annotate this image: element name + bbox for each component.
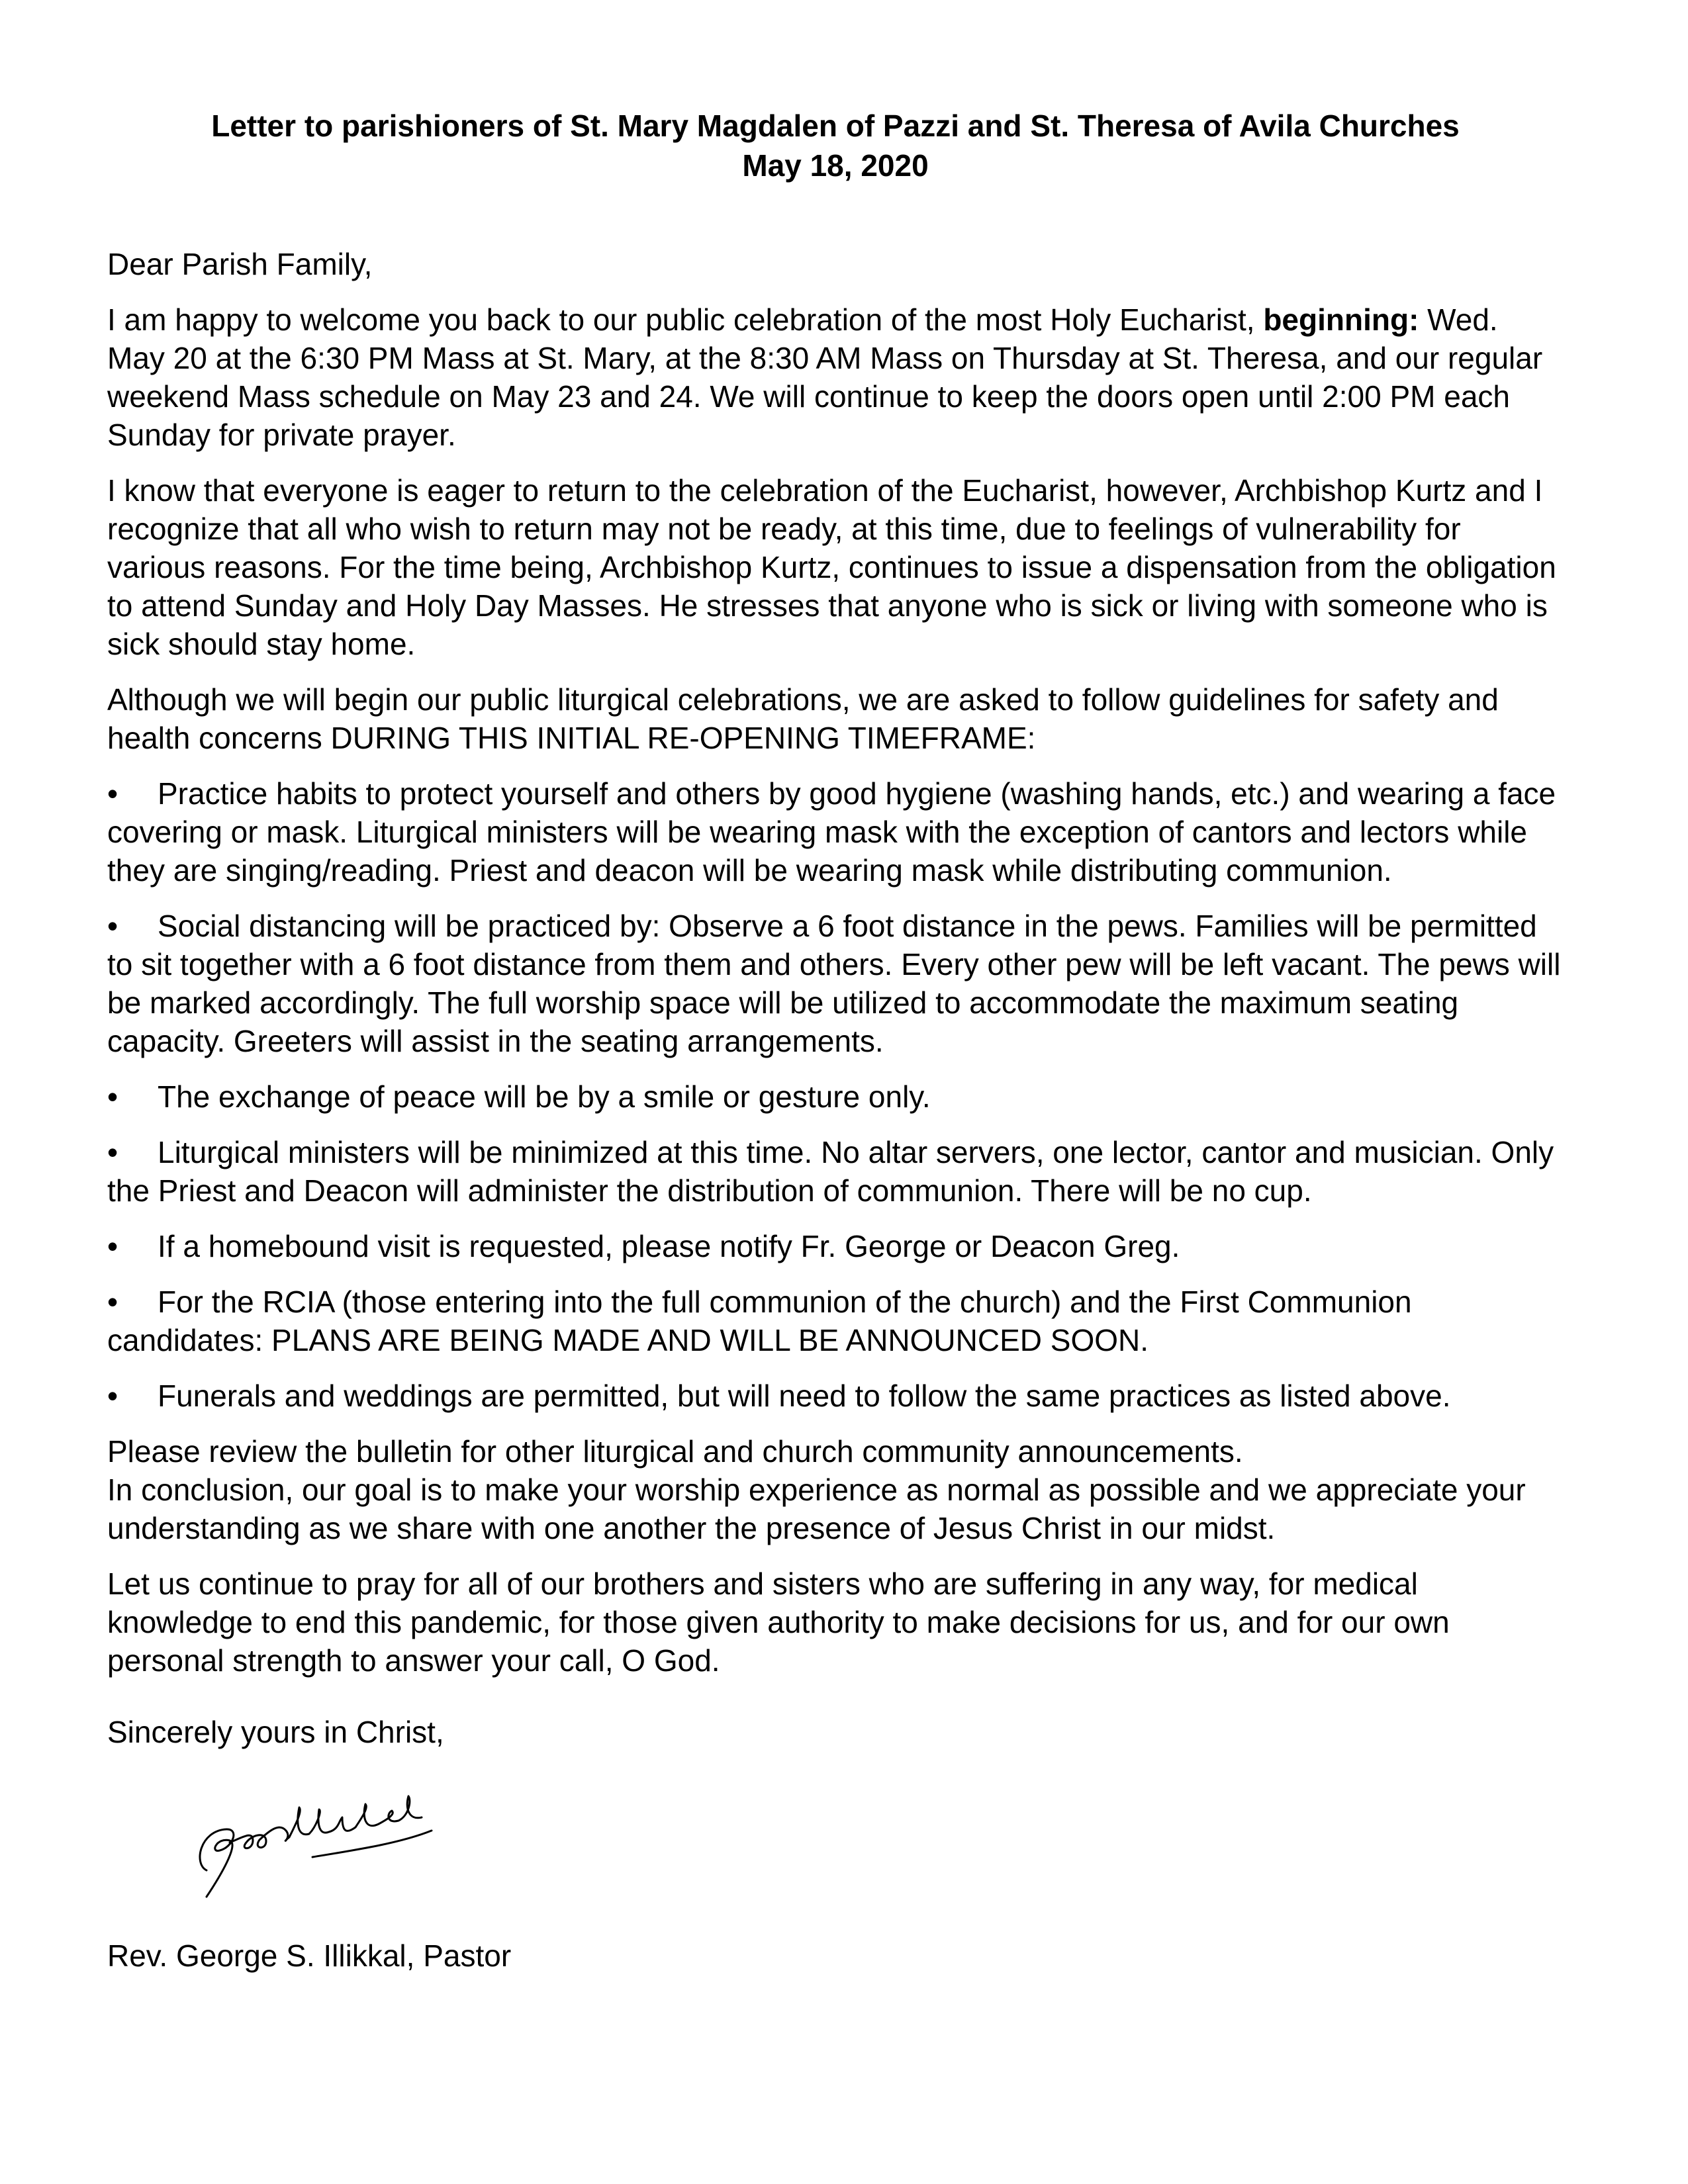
bullet-exchange-of-peace [107,1077,1564,1116]
signature-image [180,1784,458,1910]
paragraph-guidelines: Although we will begin our public liturgical celebrations, we are asked to follow guidelines for safety and health concerns DURING THIS INITIAL RE-OPENING TIMEFRAME: [107,682,1499,755]
bullet-dot: • [107,1135,118,1169]
bullet-text: Social distancing will be practiced by: Observe a 6 foot distance in the pews. Families will be permitted to sit together with a 6 foot distance from them and others. Every other pew will be left vacant. The pews will be marked accordingly. The full worship space will be utilized to accommodate the maximum seating capacity. Greeters will assist in the seating arrangements. [107,909,1561,1058]
bullet-text: For the RCIA (those entering into the full communion of the church) and the First Communion candidates: PLANS ARE BEING MADE AND WILL BE ANNOUNCED SOON. [107,1285,1412,1357]
bullet-rcia [107,1283,1564,1359]
bullet-dot: • [107,1379,118,1413]
paragraph-dispensation: I know that everyone is eager to return to the celebration of the Eucharist, however, Archbishop Kurtz and I recognize that all who wish to return may not be ready, at this time, due to feelings of vulnerability for various reasons. For the time being, Archbishop Kurtz, continues to issue a dispensation from the obligation to attend Sunday and Holy Day Masses. He stresses that anyone who is sick or living with someone who is sick should stay home. [107,473,1556,661]
salutation: Dear Parish Family, [107,247,373,281]
bullet-text: If a homebound visit is requested, please notify Fr. George or Deacon Greg. [158,1229,1180,1263]
bullet-dot: • [107,776,118,811]
signer-name: Rev. George S. Illikkal, Pastor [107,1938,512,1973]
letter-title: Letter to parishioners of St. Mary Magdalen of Pazzi and St. Theresa of Avila Churches [211,109,1460,143]
paragraph-prayer: Let us continue to pray for all of our brothers and sisters who are suffering in any way, for medical knowledge to end this pandemic, for those given authority to make decisions for us, and for our own personal strength to answer your call, O God. [107,1567,1450,1678]
bullet-text: The exchange of peace will be by a smile or gesture only. [158,1079,931,1114]
bullet-homebound-visit [107,1227,1564,1265]
paragraph-bulletin: Please review the bulletin for other liturgical and church community announcements. [107,1434,1243,1469]
bullet-text: Practice habits to protect yourself and others by good hygiene (washing hands, etc.) and wearing a face covering or mask. Liturgical ministers will be wearing mask with the exception of cantors and lectors while they are singing/reading. Priest and deacon will be wearing mask while distributing communion. [107,776,1556,887]
bullet-dot: • [107,1285,118,1319]
letter-page [107,106,1564,1975]
bullet-hygiene [107,774,1564,889]
handwritten-signature [107,1784,1564,1910]
bullet-funerals-weddings [107,1377,1564,1415]
bullet-text: Liturgical ministers will be minimized at this time. No altar servers, one lector, cantor and musician. Only the Priest and Deacon will administer the distribution of communion. There will be no cup. [107,1135,1554,1208]
intro-emphasis: beginning: [1263,302,1419,337]
bullet-text: Funerals and weddings are permitted, but will need to follow the same practices as listed above. [158,1379,1451,1413]
bullet-liturgical-ministers [107,1133,1564,1210]
bullet-dot: • [107,1079,118,1114]
closing-line: Sincerely yours in Christ, [107,1715,444,1749]
paragraph-conclusion: In conclusion, our goal is to make your worship experience as normal as possible and we appreciate your understanding as we share with one another the presence of Jesus Christ in our midst. [107,1473,1526,1545]
letter-date: May 18, 2020 [742,148,929,183]
bullet-dot: • [107,1229,118,1263]
bullet-social-distancing [107,907,1564,1060]
intro-lead: I am happy to welcome you back to our public celebration of the most Holy Eucharist, [107,302,1264,337]
intro-rest: Wed. May 20 at the 6:30 PM Mass at St. Mary, at the 8:30 AM Mass on Thursday at St. Theresa, and our regular weekend Mass schedule on May 23 and 24. We will continue to keep the doors open until 2:00 PM each Sunday for private prayer. [107,302,1543,452]
intro-paragraph [107,300,1564,454]
bullet-dot: • [107,909,118,943]
